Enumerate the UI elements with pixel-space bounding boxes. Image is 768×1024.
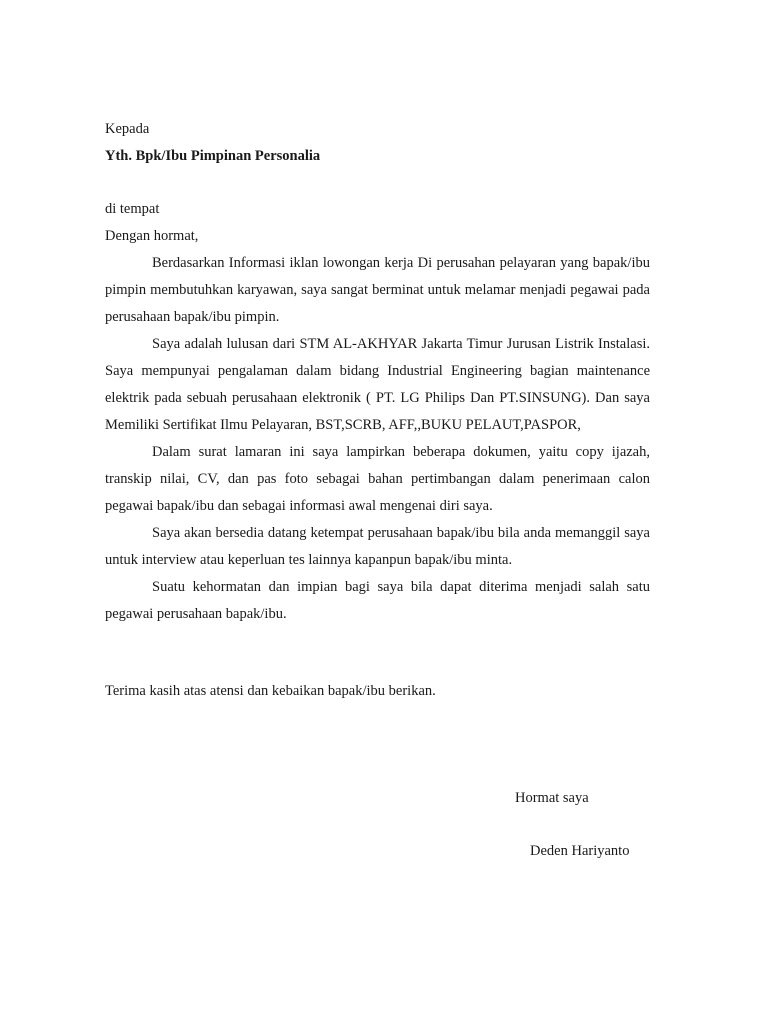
recipient-name: Yth. Bpk/Ibu Pimpinan Personalia bbox=[105, 148, 321, 164]
signer-name: Deden Hariyanto bbox=[530, 843, 630, 859]
letter-body bbox=[105, 250, 650, 628]
greeting: Dengan hormat, bbox=[105, 228, 199, 244]
recipient-to: Kepada bbox=[105, 121, 150, 137]
closing-salutation: Hormat saya bbox=[515, 790, 589, 806]
body-paragraph-1: Berdasarkan Informasi iklan lowongan kerja Di perusahan pelayaran yang bapak/ibu pimpin membutuhkan karyawan, saya sangat berminat untuk melamar menjadi pegawai pada perusahaan bapak/ibu pimpin. bbox=[105, 255, 650, 325]
thanks-line: Terima kasih atas atensi dan kebaikan bapak/ibu berikan. bbox=[105, 683, 436, 699]
body-paragraph-2: Saya adalah lulusan dari STM AL-AKHYAR Jakarta Timur Jurusan Listrik Instalasi. Saya mempunyai pengalaman dalam bidang Industrial Engineering bagian maintenance elektrik pada sebuah perusahaan elektronik ( PT. LG Philips Dan PT.SINSUNG). Dan saya Memiliki Sertifikat Ilmu Pelayaran, BST,SCRB, AFF,,BUKU PELAUT,PASPOR, bbox=[105, 336, 650, 433]
body-paragraph-5: Suatu kehormatan dan impian bagi saya bila dapat diterima menjadi salah satu pegawai perusahaan bapak/ibu. bbox=[105, 579, 650, 622]
body-paragraph-3: Dalam surat lamaran ini saya lampirkan beberapa dokumen, yaitu copy ijazah, transkip nilai, CV, dan pas foto sebagai bahan pertimbangan dalam penerimaan calon pegawai bapak/ibu dan sebagai informasi awal mengenai diri saya. bbox=[105, 444, 650, 514]
recipient-place: di tempat bbox=[105, 201, 160, 217]
body-paragraph-4: Saya akan bersedia datang ketempat perusahaan bapak/ibu bila anda memanggil saya untuk interview atau keperluan tes lainnya kapanpun bapak/ibu minta. bbox=[105, 525, 650, 568]
